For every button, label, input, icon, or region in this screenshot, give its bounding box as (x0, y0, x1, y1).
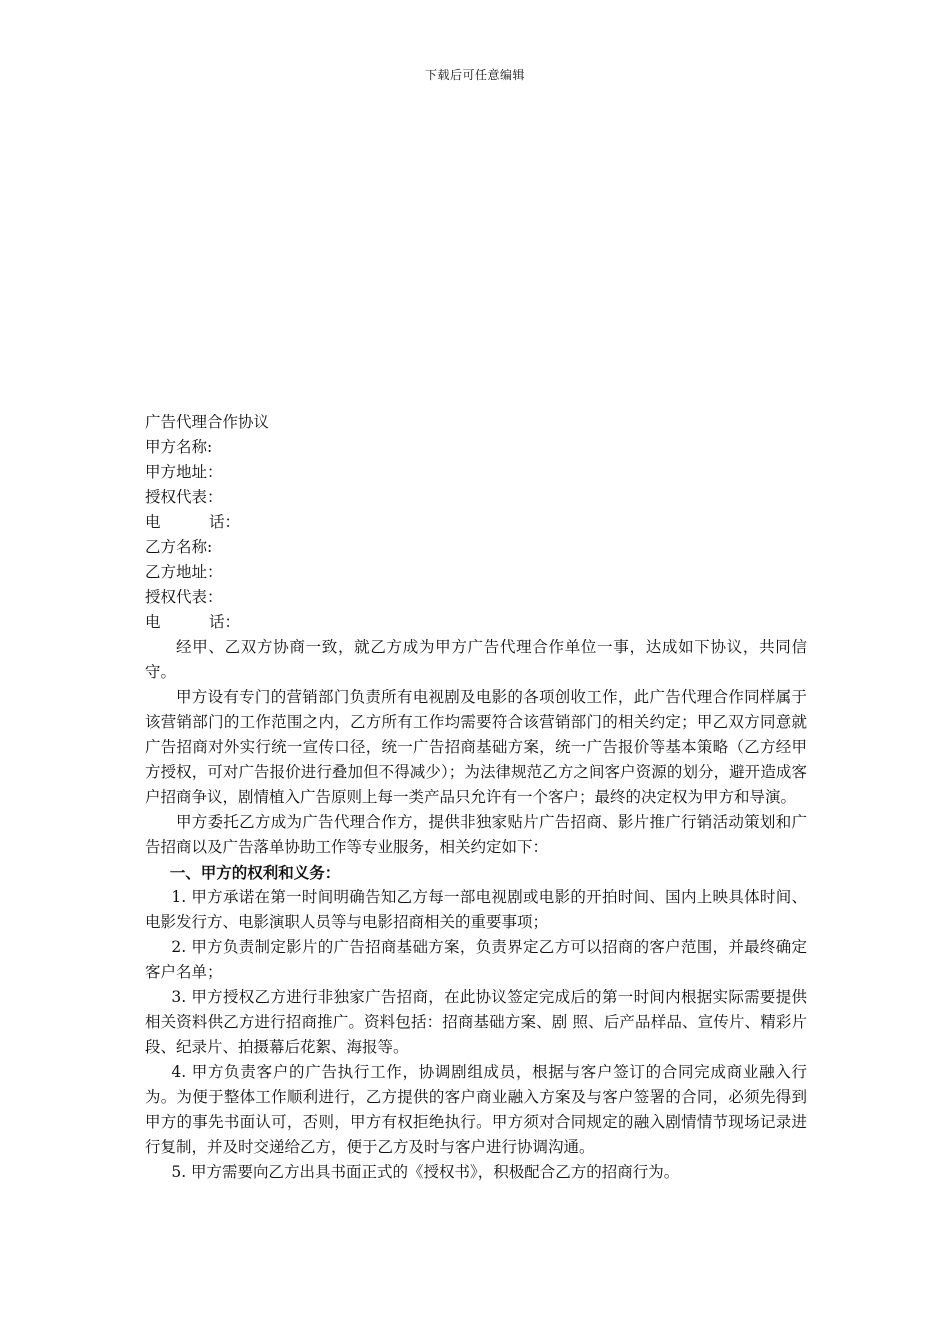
party-a-phone-char1: 电 (145, 513, 161, 531)
paragraph-intro: 经甲、乙双方协商一致，就乙方成为甲方广告代理合作单位一事，达成如下协议，共同信守。 (145, 638, 807, 681)
party-a-rep-label: 授权代表： (145, 488, 223, 506)
header-note: 下载后可任意编辑 (424, 68, 525, 82)
party-a-address-label: 甲方地址： (145, 463, 223, 481)
document-title: 广告代理合作协议 (145, 413, 270, 431)
section-1-item-3: 3. 甲方授权乙方进行非独家广告招商，在此协议签定完成后的第一时间内根据实际需要提供相关资料供乙方进行招商推广。资料包括：招商基础方案、剧 照、后产品样品、宣传片、精彩片段、纪录片、拍摄幕后花絮、海报等。 (145, 988, 807, 1056)
paragraph-marketing-dept: 甲方设有专门的营销部门负责所有电视剧及电影的各项创收工作，此广告代理合作同样属于该营销部门的工作范围之内，乙方所有工作均需要符合该营销部门的相关约定；甲乙双方同意就广告招商对外实行统一宣传口径，统一广告招商基础方案，统一广告报价等基本策略（乙方经甲方授权，可对广告报价进行叠加但不得减少）；为法律规范乙方之间客户资源的划分，避开造成客户招商争议，剧情植入广告原则上每一类产品只允许有一个客户；最终的决定权为甲方和导演。 (145, 688, 807, 806)
party-b-phone-label (145, 610, 807, 635)
party-a-phone-char2: 话： (209, 513, 241, 531)
party-b-phone-char2: 话： (209, 613, 241, 631)
party-b-rep-label: 授权代表： (145, 588, 223, 606)
party-b-phone-char1: 电 (145, 613, 161, 631)
party-a-name-label: 甲方名称: (145, 438, 213, 456)
section-1-item-1: 1. 甲方承诺在第一时间明确告知乙方每一部电视剧或电影的开拍时间、国内上映具体时间、电影发行方、电影演职人员等与电影招商相关的重要事项； (145, 888, 807, 931)
section-1-item-5: 5. 甲方需要向乙方出具书面正式的《授权书》，积极配合乙方的招商行为。 (171, 1163, 680, 1181)
section-1-item-2: 2. 甲方负责制定影片的广告招商基础方案，负责界定乙方可以招商的客户范围，并最终确定客户名单； (145, 938, 807, 981)
party-b-name-label: 乙方名称: (145, 538, 213, 556)
party-b-address-label: 乙方地址： (145, 563, 223, 581)
document-body (145, 410, 807, 1185)
paragraph-commission: 甲方委托乙方成为广告代理合作方，提供非独家贴片广告招商、影片推广行销活动策划和广告招商以及广告落单协助工作等专业服务，相关约定如下： (145, 813, 807, 856)
section-1-title: 一、甲方的权利和义务： (169, 863, 341, 882)
party-a-phone-label (145, 510, 807, 535)
section-1-item-4: 4. 甲方负责客户的广告执行工作，协调剧组成员，根据与客户签订的合同完成商业融入行为。为便于整体工作顺利进行，乙方提供的客户商业融入方案及与客户签署的合同，必须先得到甲方的事先书面认可，否则，甲方有权拒绝执行。甲方须对合同规定的融入剧情情节现场记录进行复制，并及时交递给乙方，便于乙方及时与客户进行协调沟通。 (145, 1063, 807, 1156)
